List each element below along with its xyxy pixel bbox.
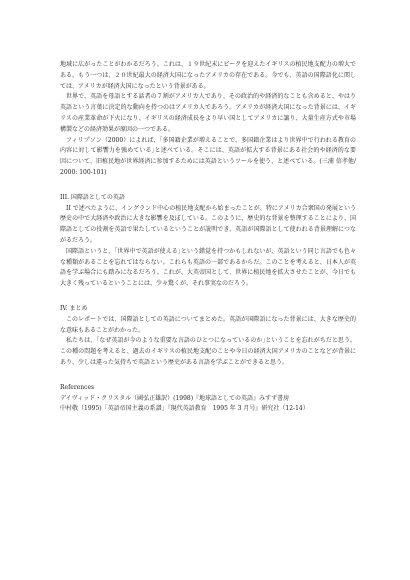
intro-paragraph-2: 世界で、英語を母語とする話者の７割がアメリカ人であり、その政治的や経済的なことも含めると、やはり英語という言葉に決定的な動向を持つのはアメリカ人であろう。アメリカが経済大国になった背景には、イギリスの産業革命が下火になり、イギリスの経済成長をより早い国としてアメリカに譲り、大量生産方式や市場構製などの経済効果が原因の一つである。 bbox=[60, 93, 356, 133]
section-3-paragraph-2: 国際語というと、｢世界中で英語が使える｣という錯覚を持つかもしれないが、英語という同じ言語でも色々な種類があることを忘れてはならない。これらも英語の一部であるからだ。このことを考えると、日本人が英語を学ぶ場合にも踏みになるだろう。これが、大英帝国として、世界に植民地を拡大させたことが、今日でも大きく残っているということには、少々驚くが、それ事実なのだろう。 bbox=[60, 247, 356, 288]
section-4 bbox=[60, 304, 356, 369]
references-heading: References bbox=[60, 383, 95, 391]
intro-paragraph-1: 地域に広がったことがわかるだろう。これは、１９世紀末にピークを迎えたイギリスの植民地支配力の増大である。もう一つは、２０世紀最大の経済大国になったアメリカの存在である。今でも、英語の国際語化に関しては、アメリカが経済大国になったという背景がある。 bbox=[60, 61, 356, 90]
section-spacer bbox=[60, 369, 356, 383]
references-section bbox=[60, 383, 356, 415]
section-4-heading: IV. まとめ bbox=[60, 304, 88, 312]
section-spacer bbox=[60, 290, 356, 304]
section-4-paragraph-2: 私たちは、｢なぜ英語が今のような重要な言語のひとつになっているのか｣ということを忘れがちだと思う。この種の問題を考えると、過去のイギリスの植民地支配のことや今日の経済大国アメリカのことなどが背景にあり、少しは違った気持ちで英語という歴史がある言語を学ぶことができると思う。 bbox=[60, 337, 356, 366]
section-3 bbox=[60, 193, 356, 290]
section-4-paragraph-1: このレポートでは、国際語としての英語についてまとめた。英語が国際語になった背景には、大きな歴史的な意味もあることがわかった。 bbox=[60, 315, 356, 334]
section-spacer bbox=[60, 179, 356, 193]
intro-paragraph-3: フィリプソン（2000）によれば、｢多国籍企業が増えることで、多国籍企業はより世界中で行われる教育の内容に対して影響力を強めている｣と述べている。そこには、英語が拡大する背景にある社会的や経済的な要因について、旧植民地が世界経済に参加するためには英語というツールを使う、と述べている。(三浦 信孝他/ 2000: 100-101) bbox=[60, 136, 356, 176]
intro-section bbox=[60, 60, 356, 179]
section-3-paragraph-1: II で述べたように、イングランド中心の植民地支配から始まったことが、特にアメリカ合衆国の発展という歴史の中で大経済や政治に大きな影響を及ぼしている。このように、歴史的な背景を整理することにより、国際語としての役割を英語で果たしているということが説明でき、英語が国際語として使われる背景理解につながるだろう。 bbox=[60, 204, 356, 244]
reference-item: デイヴィッド・クリスタル（國弘正雄訳）(1998)『地球語としての英語』みすず書房 bbox=[60, 394, 290, 402]
reference-item: 中村敬（1995)「英語帝国主義の系譜」『現代英語教育 1995 年 3 月号』研究社（12-14） bbox=[60, 405, 309, 413]
section-3-heading: III. 国際語としての英語 bbox=[60, 193, 125, 201]
